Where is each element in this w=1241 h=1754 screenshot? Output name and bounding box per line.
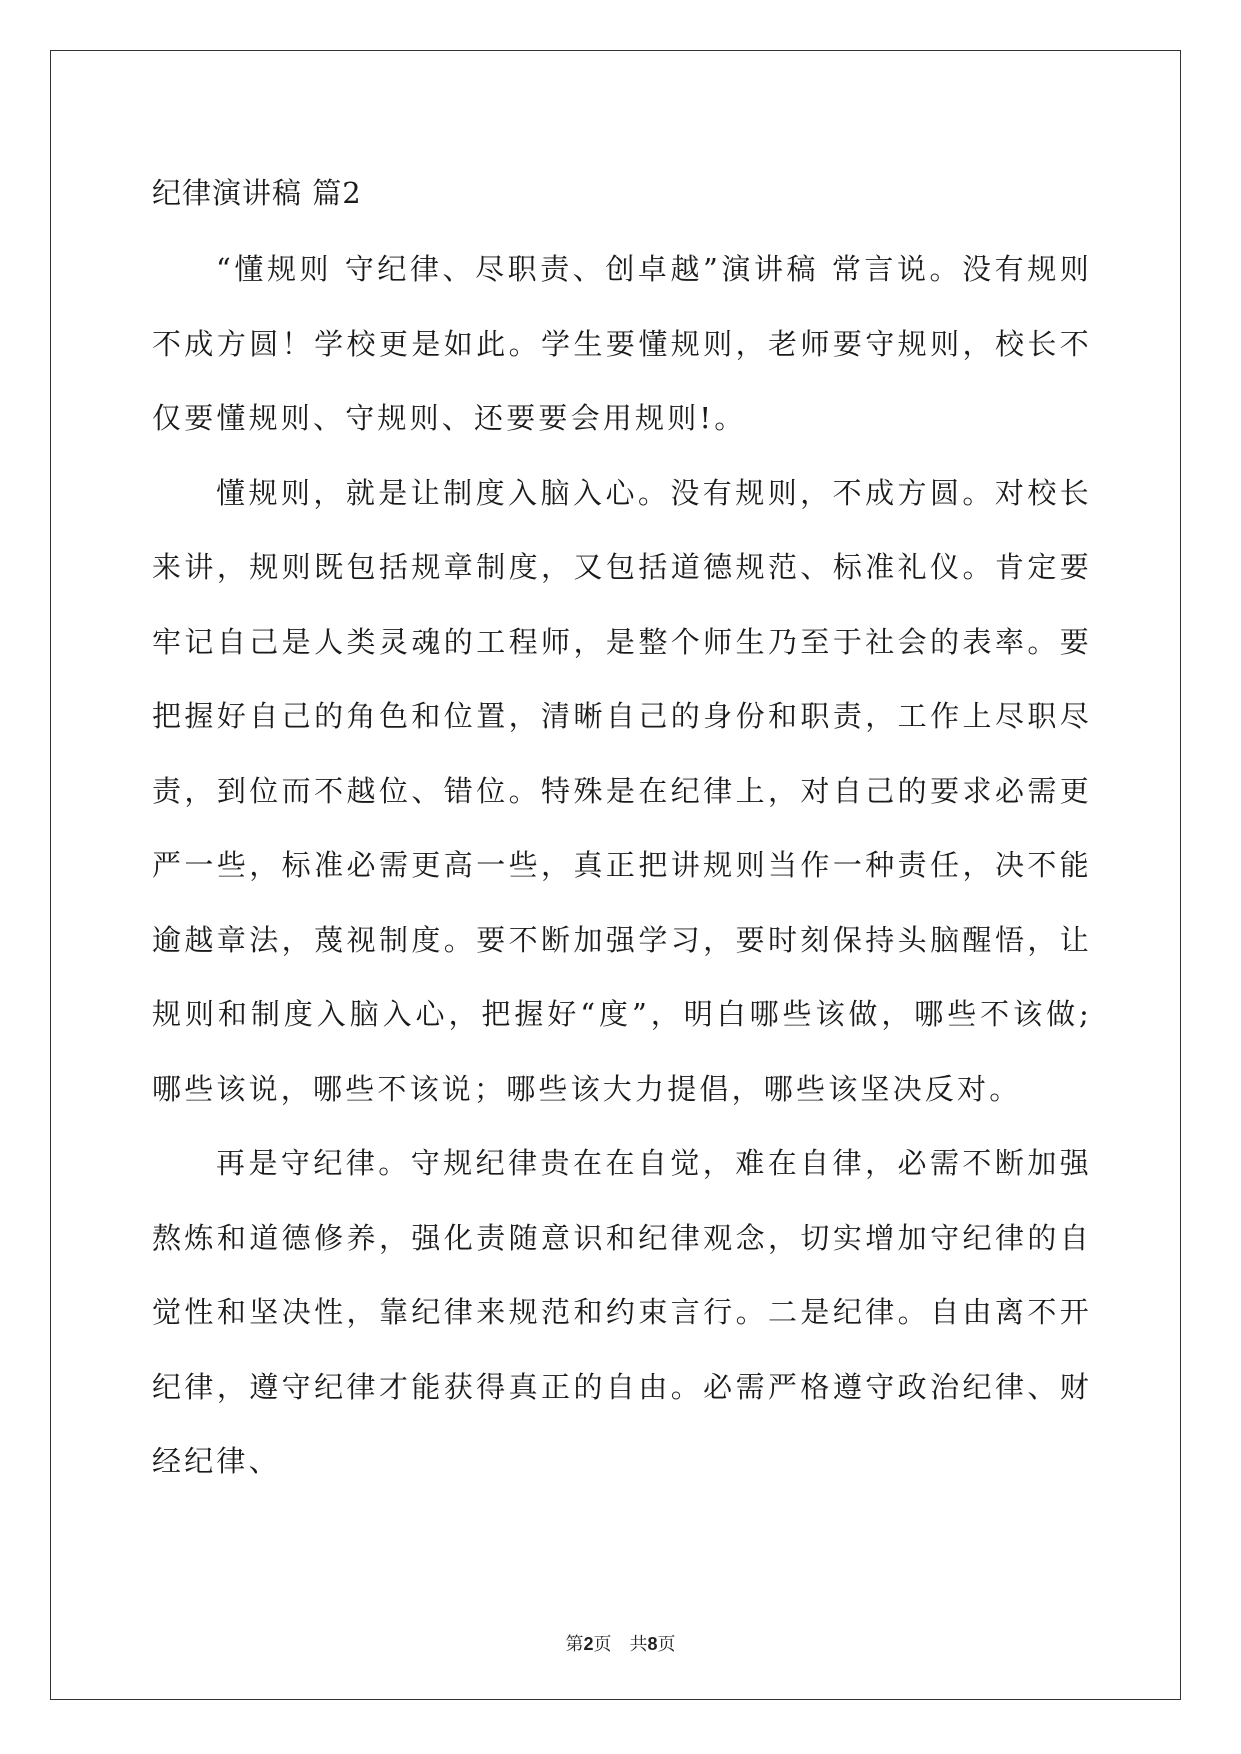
current-page-number: 2 xyxy=(583,1634,594,1654)
document-body xyxy=(152,168,1092,1499)
paragraph-1: “懂规则 守纪律、尽职责、创卓越”演讲稿 常言说。没有规则不成方圆！学校更是如此。学生要懂规则，老师要守规则，校长不仅要懂规则、守规则、还要要会用规则!。 xyxy=(152,252,1092,435)
total-pages-number: 8 xyxy=(647,1634,658,1654)
footer-mid: 页 共 xyxy=(593,1634,648,1655)
document-title: 纪律演讲稿 篇2 xyxy=(152,176,362,210)
footer-suffix: 页 xyxy=(657,1634,676,1655)
paragraph-3: 再是守纪律。守规纪律贵在在自觉，难在自律，必需不断加强熬炼和道德修养，强化责随意识和纪律观念，切实增加守纪律的自觉性和坚决性，靠纪律来规范和约束言行。二是纪律。自由离不开纪律，遵守纪律才能获得真正的自由。必需严格遵守政治纪律、财经纪律、 xyxy=(152,1146,1092,1478)
footer-prefix: 第 xyxy=(565,1634,584,1655)
paragraph-2: 懂规则，就是让制度入脑入心。没有规则，不成方圆。对校长来讲，规则既包括规章制度，又包括道德规范、标准礼仪。肯定要牢记自己是人类灵魂的工程师，是整个师生乃至于社会的表率。要把握好自己的角色和位置，清晰自己的身份和职责，工作上尽职尽责，到位而不越位、错位。特殊是在纪律上，对自己的要求必需更严一些，标准必需更高一些，真正把讲规则当作一种责任，决不能逾越章法，蔑视制度。要不断加强学习，要时刻保持头脑醒悟，让规则和制度入脑入心，把握好“度”，明白哪些该做，哪些不该做;哪些该说，哪些不该说；哪些该大力提倡，哪些该坚决反对。 xyxy=(152,475,1092,1106)
page-footer xyxy=(0,1630,1241,1656)
